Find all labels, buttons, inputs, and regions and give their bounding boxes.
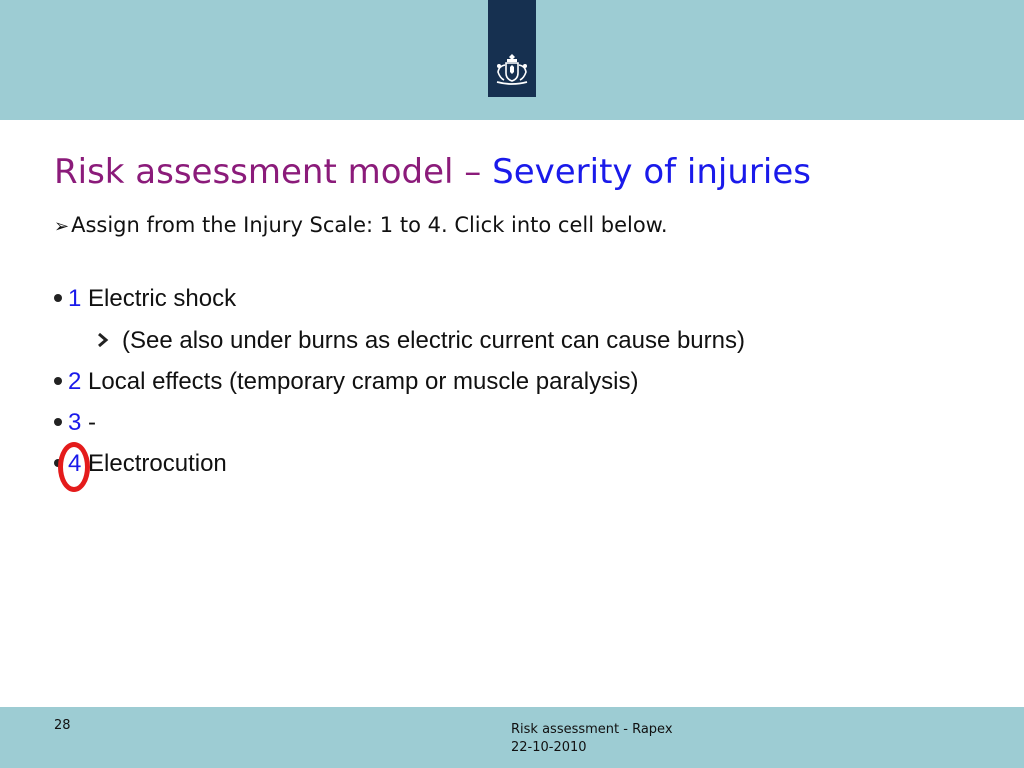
chevron-right-icon [96,331,110,349]
list-item [54,367,638,397]
sub-item-text: (See also under burns as electric current can cause burns) [122,327,745,354]
highlight-circle [58,442,90,492]
list-item [54,408,96,438]
bullet-dot-icon [54,418,62,426]
sub-list-item [96,326,745,356]
instruction-line [54,211,668,241]
scale-number: 1 [68,285,82,312]
page-number: 28 [54,718,71,733]
bullet-dot-icon [54,377,62,385]
item-text: Electric shock [88,285,237,312]
header-band [0,0,1024,120]
scale-number: 2 [68,368,82,395]
list-item [54,284,236,314]
item-text: Local effects (temporary cramp or muscle paralysis) [88,368,639,395]
footer-title: Risk assessment - Rapex [511,722,673,737]
item-text: Electrocution [88,450,227,477]
coat-of-arms-block [488,0,536,97]
bullet-dot-icon [54,294,62,302]
arrow-bullet-icon: ➢ [54,216,70,237]
title-part-1: Risk assessment model – [54,152,482,192]
coat-of-arms-icon [492,52,532,86]
scale-number: 4 [68,450,82,477]
item-text: - [88,409,97,436]
footer-info [511,721,673,757]
scale-number: 3 [68,409,82,436]
footer-date: 22-10-2010 [511,740,587,755]
slide-title [54,148,811,196]
title-part-2: Severity of injuries [492,152,811,192]
instruction-text: Assign from the Injury Scale: 1 to 4. Click into cell below. [71,213,668,237]
